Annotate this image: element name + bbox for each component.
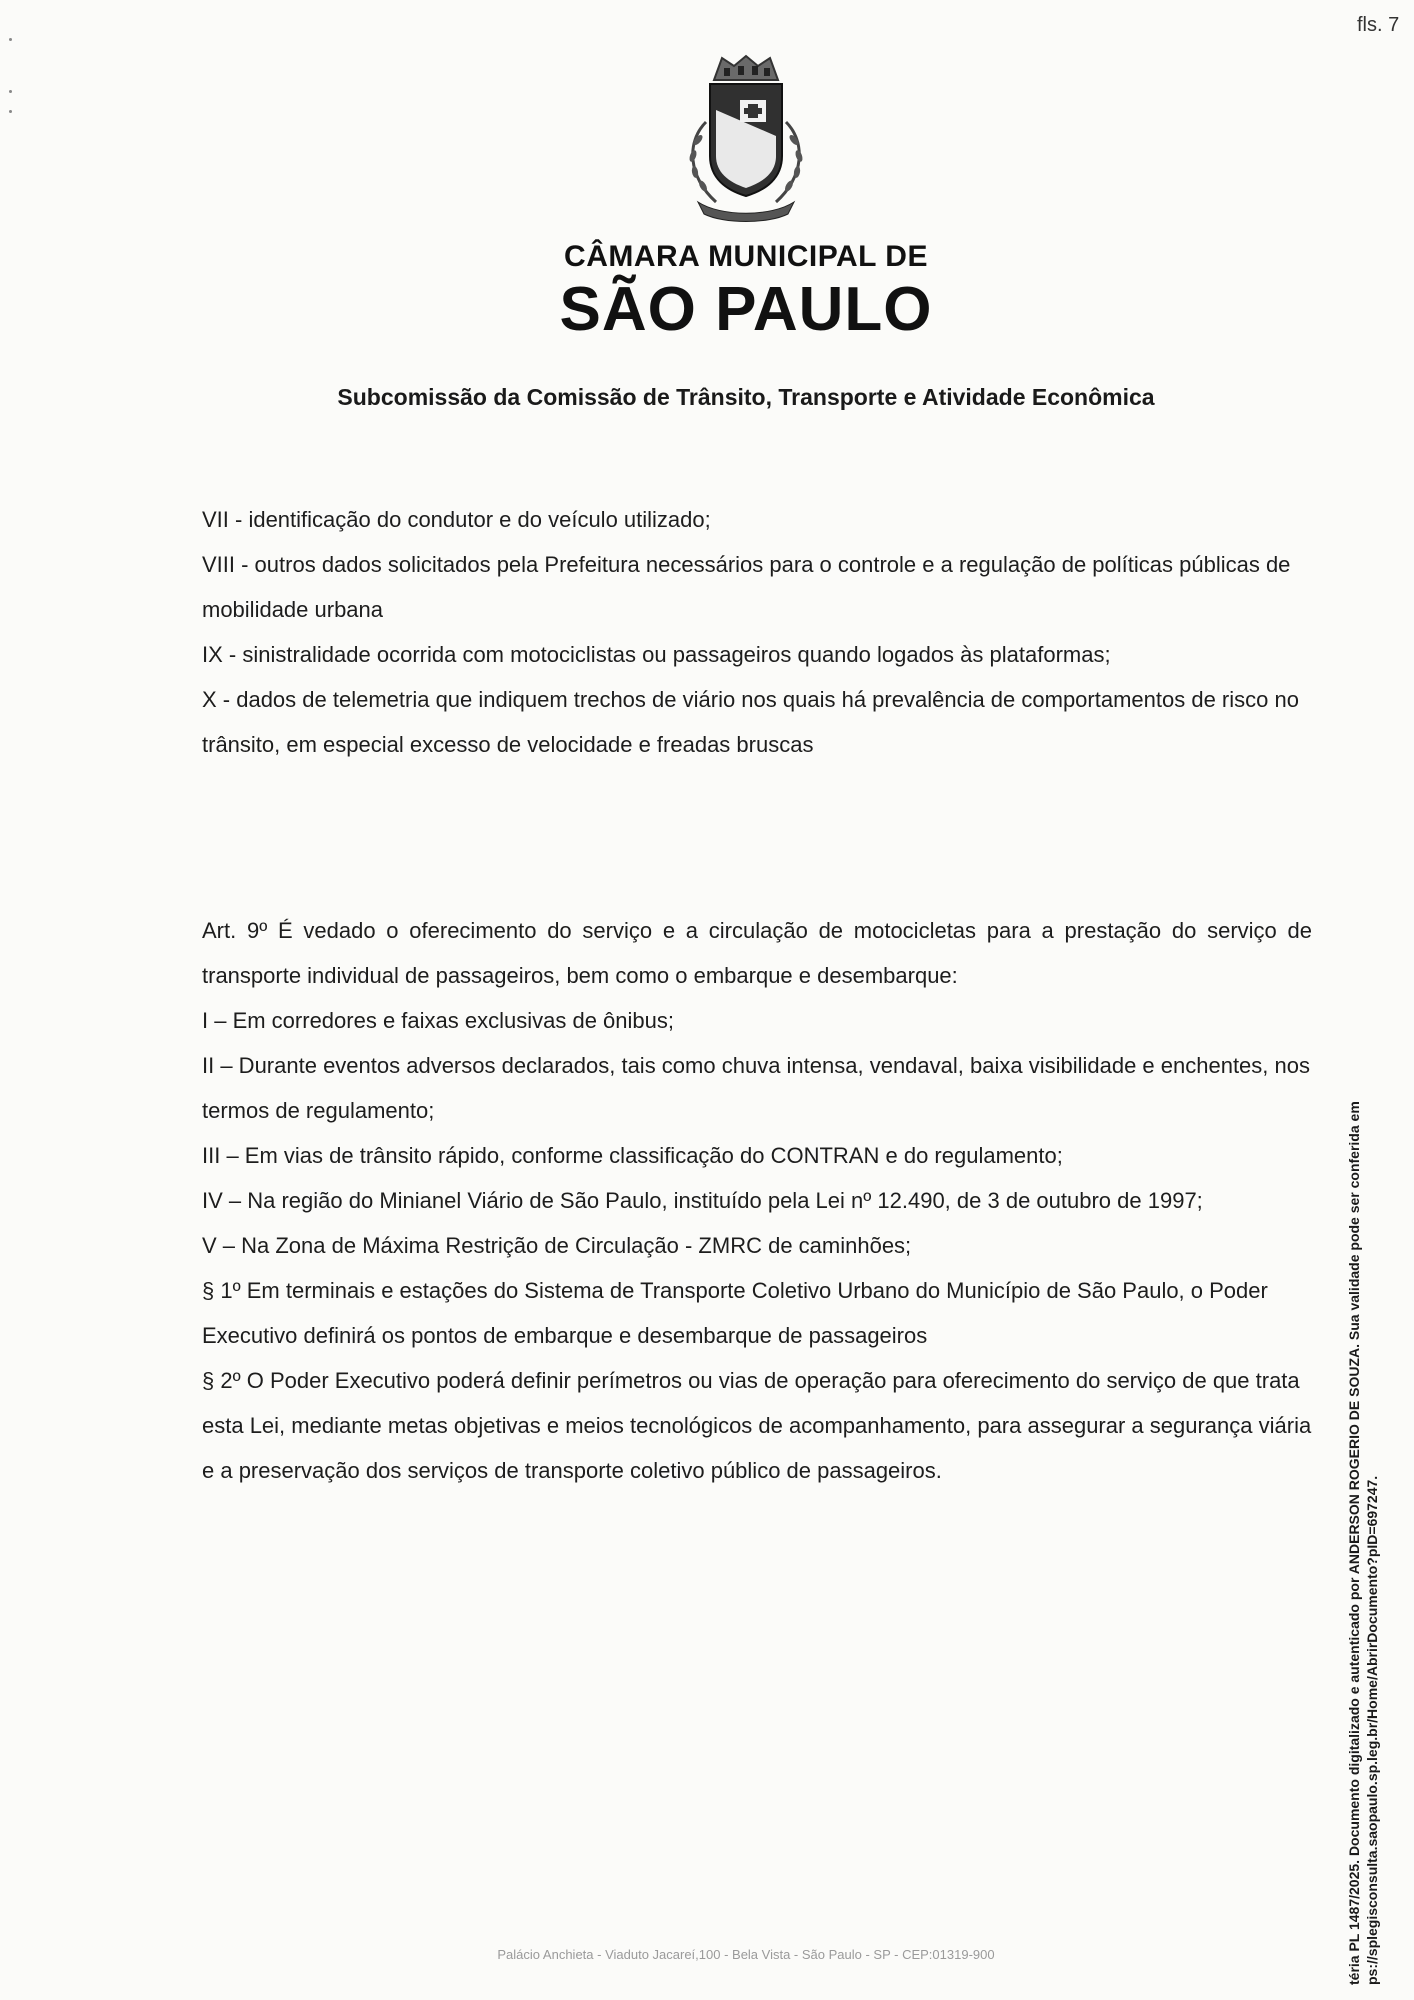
authentication-stamp (1345, 1101, 1381, 1985)
organization-name-line2: SÃO PAULO (559, 275, 933, 344)
list-item: IV – Na região do Minianel Viário de São Paulo, instituído pela Lei nº 12.490, de 3 de outubro de 1997; (202, 1188, 1203, 1213)
authentication-url: ps://splegisconsulta.saopaulo.sp.leg.br/Home/AbrirDocumento?pID=697247. (1364, 1475, 1380, 1985)
list-item: III – Em vias de trânsito rápido, conforme classificação do CONTRAN e do regulamento; (202, 1143, 1063, 1168)
list-item: II – Durante eventos adversos declarados, tais como chuva intensa, vendaval, baixa visibilidade e enchentes, nos termos de regulamento; (202, 1053, 1310, 1123)
footer-address: Palácio Anchieta - Viaduto Jacareí,100 - Bela Vista - São Paulo - SP - CEP:01319-900 (497, 1947, 995, 1962)
scan-mark (9, 110, 12, 113)
list-item: X - dados de telemetria que indiquem trechos de viário nos quais há prevalência de comportamentos de risco no trânsito, em especial excesso de velocidade e freadas bruscas (202, 687, 1299, 757)
paragraph-item: § 1º Em terminais e estações do Sistema de Transporte Coletivo Urbano do Município de São Paulo, o Poder Executivo definirá os pontos de embarque e desembarque de passageiros (202, 1278, 1268, 1348)
list-item: V – Na Zona de Máxima Restrição de Circulação - ZMRC de caminhões; (202, 1233, 912, 1258)
list-item: I – Em corredores e faixas exclusivas de ônibus; (202, 1008, 675, 1033)
shield-icon (710, 84, 782, 196)
article-9-section (202, 908, 1312, 1493)
motto-ribbon-icon (698, 202, 794, 222)
mural-crown-icon (714, 56, 778, 80)
scan-mark (9, 38, 12, 41)
article-heading: Art. 9º É vedado o oferecimento do serviço e a circulação de motocicletas para a prestação do serviço de transporte individual de passageiros, bem como o embarque e desembarque: (202, 918, 1312, 988)
authentication-line: téria PL 1487/2025. Documento digitalizado e autenticado por ANDERSON ROGERIO DE SOUZA. Sua validade pode ser conferida em (1346, 1101, 1362, 1985)
list-item: VIII - outros dados solicitados pela Prefeitura necessários para o controle e a regulação de políticas públicas de mobilidade urbana (202, 552, 1291, 622)
list-item: IX - sinistralidade ocorrida com motociclistas ou passageiros quando logados às plataformas; (202, 642, 1111, 667)
data-items-section (202, 497, 1312, 767)
committee-subtitle: Subcomissão da Comissão de Trânsito, Transporte e Atividade Econômica (337, 384, 1155, 410)
list-item: VII - identificação do condutor e do veículo utilizado; (202, 507, 711, 532)
page-number-label: fls. 7 (1357, 14, 1400, 36)
paragraph-item: § 2º O Poder Executivo poderá definir perímetros ou vias de operação para oferecimento do serviço de que trata esta Lei, mediante metas objetivas e meios tecnológicos de acompanhamento, para assegurar a segurança viária e a preservação dos serviços de transporte coletivo público de passageiros. (202, 1368, 1312, 1483)
city-coat-of-arms (676, 52, 816, 227)
scan-mark (9, 90, 12, 93)
organization-name-line1: CÂMARA MUNICIPAL DE (564, 240, 928, 273)
